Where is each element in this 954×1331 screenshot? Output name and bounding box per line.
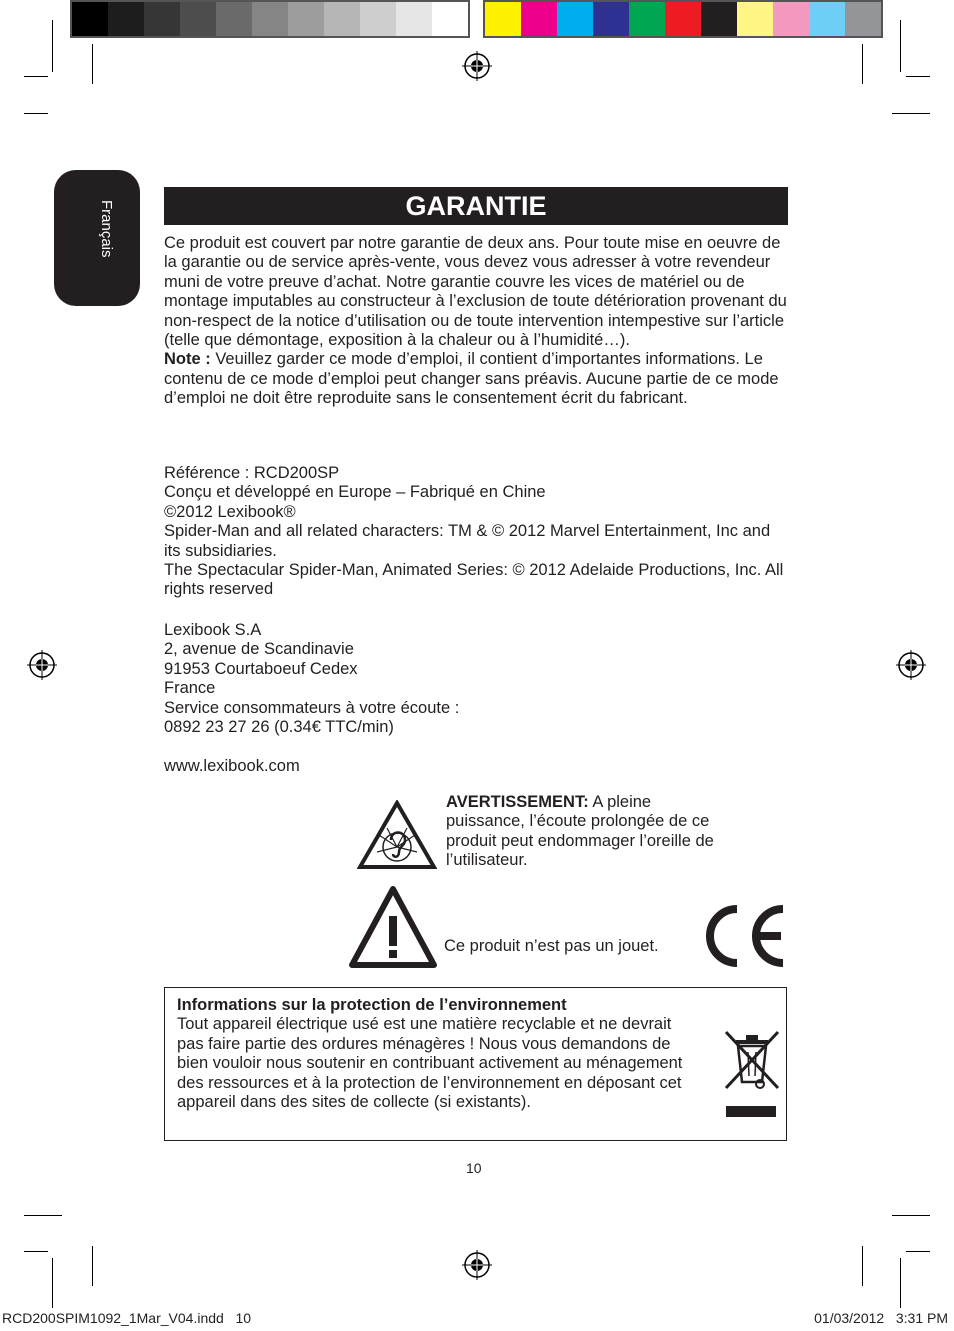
registration-mark-icon bbox=[462, 51, 492, 81]
reference-line: ©2012 Lexibook® bbox=[164, 502, 296, 521]
color-swatch bbox=[360, 2, 396, 36]
language-tab-label: Français bbox=[98, 200, 115, 258]
website-link[interactable]: www.lexibook.com bbox=[164, 757, 300, 775]
reference-line: The Spectacular Spider-Man, Animated Series: © 2012 Adelaide Productions, Inc. All rights reserved bbox=[164, 561, 784, 599]
footer-file-info: RCD200SPIM1092_1Mar_V04.indd 10 bbox=[2, 1310, 252, 1326]
color-swatch bbox=[845, 2, 881, 36]
environment-info-body: Tout appareil électrique usé est une matière recyclable et ne devrait pas faire partie des ordures ménagères ! Nous vous demandons de bien vouloir nous soutenir en contribuant activement au ménagement des ressources et à la protection de l’environnement en déposant cet appareil dans des sites de collecte (si existants). bbox=[177, 1015, 683, 1112]
color-swatch bbox=[701, 2, 737, 36]
color-swatch bbox=[432, 2, 468, 36]
environment-info-text bbox=[177, 996, 697, 1112]
crop-mark bbox=[52, 1258, 53, 1308]
warranty-paragraph: Ce produit est couvert par notre garantie de deux ans. Pour toute mise en oeuvre de la garantie ou de service après-vente, vous devez vous adresser à votre revendeur muni de votre preuve d’achat. Notre garantie couvre les vices de matériel ou de montage imputables au constructeur à l’exclusion de toute détérioration provenant du non-respect de la notice d’utilisation ou de toute intervention intempestive sur l’article (telle que démontage, exposition à la chaleur ou à l’humidité…). bbox=[164, 234, 787, 350]
address-line: Service consommateurs à votre écoute : bbox=[164, 698, 460, 717]
registration-mark-icon bbox=[27, 650, 57, 680]
color-swatch bbox=[521, 2, 557, 36]
note-paragraph bbox=[164, 350, 790, 408]
note-text: Veuillez garder ce mode d’emploi, il contient d’importantes informations. Le contenu de ce mode d’emploi peut changer sans préavis. Aucune partie de ce mode d’emploi ne doit être reproduite sans le consentement écrit du fabricant. bbox=[164, 350, 779, 408]
color-swatch bbox=[593, 2, 629, 36]
color-swatch bbox=[144, 2, 180, 36]
color-swatch bbox=[216, 2, 252, 36]
hearing-warning-text bbox=[446, 793, 716, 871]
crop-mark bbox=[906, 76, 930, 77]
address-line: France bbox=[164, 679, 216, 698]
reference-line: Référence : RCD200SP bbox=[164, 464, 340, 482]
warning-body: A pleine puissance, l’écoute prolongée de ce produit peut endommager l’oreille de l’utilisateur. bbox=[446, 793, 714, 870]
exclamation-warning-icon bbox=[349, 886, 437, 968]
crop-mark bbox=[900, 1258, 901, 1308]
color-swatch bbox=[809, 2, 845, 36]
color-swatch bbox=[252, 2, 288, 36]
crop-mark bbox=[92, 44, 93, 84]
crop-mark bbox=[862, 1246, 863, 1286]
process-color-bar bbox=[483, 0, 883, 38]
grayscale-color-bar bbox=[70, 0, 470, 38]
color-swatch bbox=[108, 2, 144, 36]
not-a-toy-text: Ce produit n’est pas un jouet. bbox=[444, 937, 659, 955]
note-label: Note : bbox=[164, 350, 211, 369]
weee-bin-icon bbox=[722, 1026, 782, 1120]
crop-mark bbox=[862, 44, 863, 84]
hearing-warning-icon bbox=[357, 800, 437, 870]
crop-mark bbox=[906, 1251, 930, 1252]
environment-info-title: Informations sur la protection de l’environnement bbox=[177, 996, 567, 1014]
address-line: 91953 Courtaboeuf Cedex bbox=[164, 659, 358, 678]
address-line: 2, avenue de Scandinavie bbox=[164, 640, 354, 659]
crop-mark bbox=[900, 20, 901, 72]
page-title: GARANTIE bbox=[164, 187, 788, 225]
reference-line: Conçu et développé en Europe – Fabriqué en Chine bbox=[164, 483, 546, 502]
color-swatch bbox=[557, 2, 593, 36]
color-swatch bbox=[324, 2, 360, 36]
warning-label: AVERTISSEMENT: bbox=[446, 793, 589, 811]
color-swatch bbox=[773, 2, 809, 36]
color-swatch bbox=[288, 2, 324, 36]
reference-line: Spider-Man and all related characters: TM & © 2012 Marvel Entertainment, Inc and its subsidiaries. bbox=[164, 522, 771, 560]
ce-mark-icon bbox=[697, 903, 789, 969]
crop-mark bbox=[24, 113, 48, 114]
crop-mark bbox=[24, 1215, 62, 1216]
footer-timestamp: 01/03/2012 3:31 PM bbox=[814, 1310, 948, 1326]
address-section bbox=[164, 621, 790, 737]
crop-mark bbox=[892, 113, 930, 114]
crop-mark bbox=[24, 1251, 48, 1252]
color-swatch bbox=[737, 2, 773, 36]
registration-mark-icon bbox=[462, 1250, 492, 1280]
reference-section bbox=[164, 464, 790, 600]
crop-mark bbox=[892, 1215, 930, 1216]
color-swatch bbox=[396, 2, 432, 36]
crop-mark bbox=[24, 76, 48, 77]
color-swatch bbox=[629, 2, 665, 36]
crop-mark bbox=[52, 20, 53, 72]
page-number: 10 bbox=[466, 1160, 482, 1176]
color-swatch bbox=[665, 2, 701, 36]
color-swatch bbox=[72, 2, 108, 36]
warranty-section bbox=[164, 234, 790, 409]
address-line: Lexibook S.A bbox=[164, 621, 262, 639]
crop-mark bbox=[92, 1246, 93, 1286]
address-line: 0892 23 27 26 (0.34€ TTC/min) bbox=[164, 718, 394, 737]
color-swatch bbox=[485, 2, 521, 36]
registration-mark-icon bbox=[896, 650, 926, 680]
color-swatch bbox=[180, 2, 216, 36]
